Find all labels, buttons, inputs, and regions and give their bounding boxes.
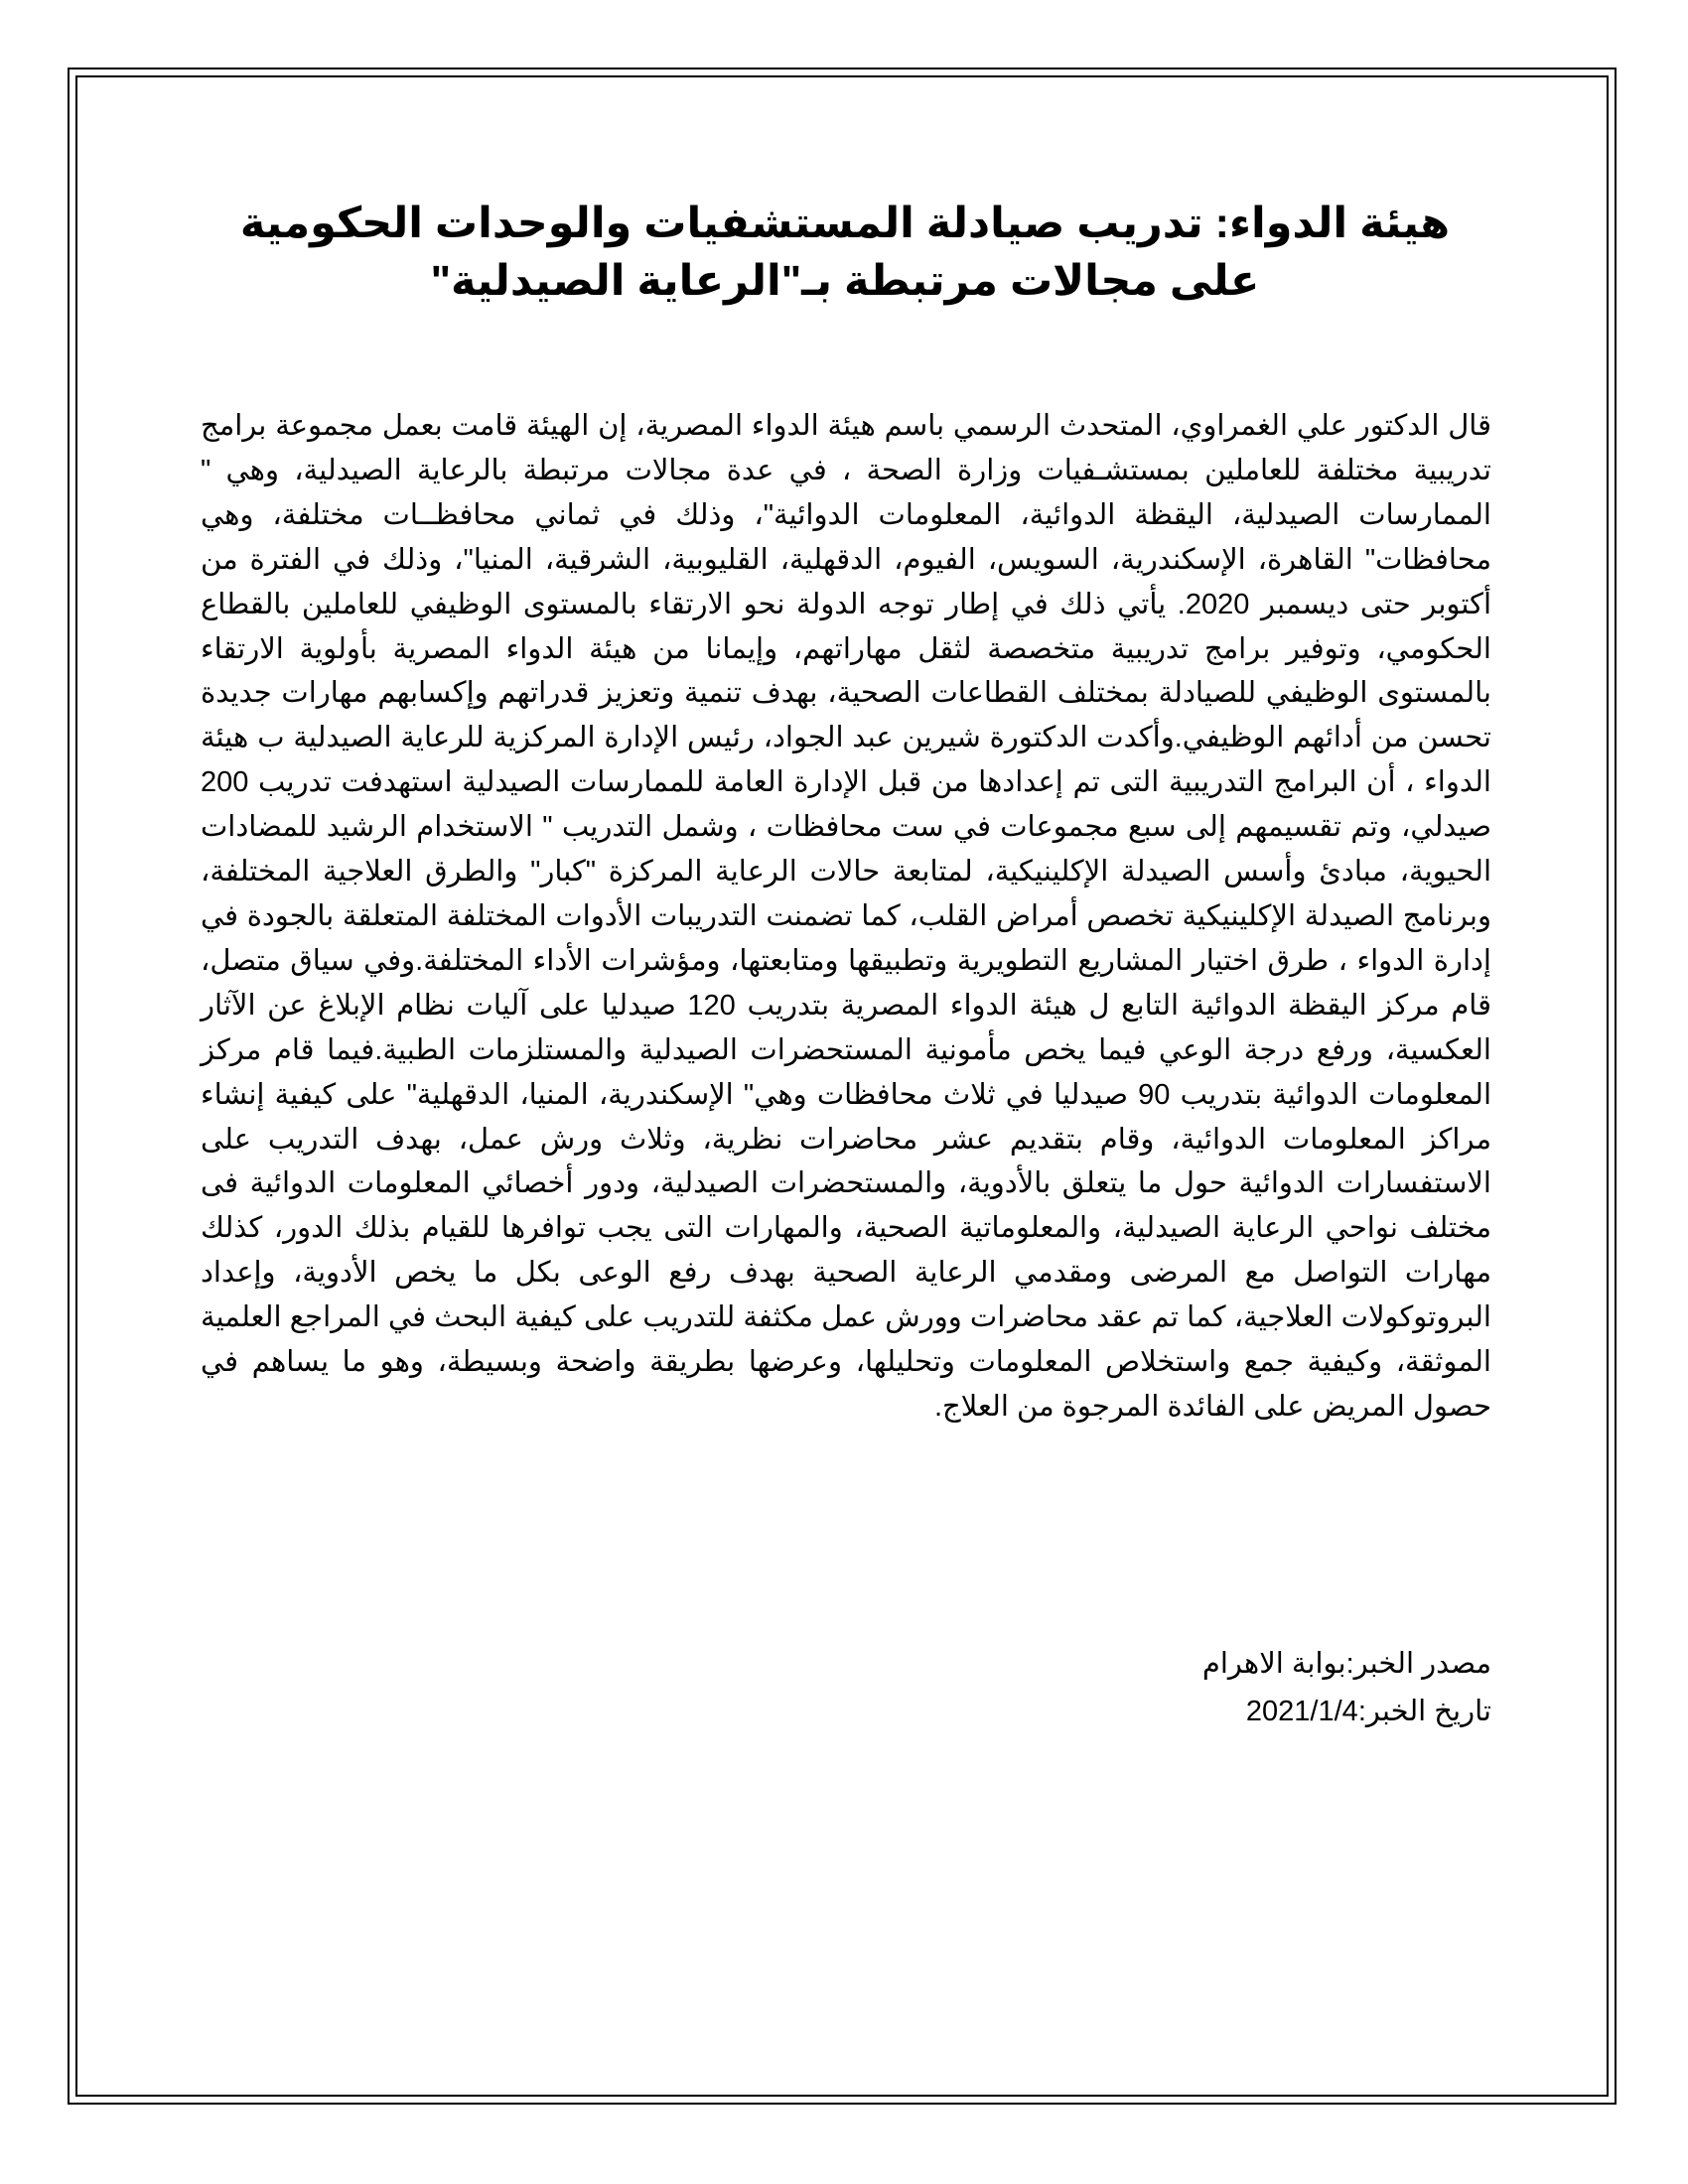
news-date-line bbox=[201, 1688, 1491, 1735]
news-date-value: 2021/1/4 bbox=[1245, 1696, 1358, 1727]
news-source-value: بوابة الاهرام bbox=[1201, 1648, 1346, 1680]
news-source-label: مصدر الخبر: bbox=[1345, 1648, 1491, 1680]
article-meta bbox=[201, 1640, 1491, 1735]
article-title: هيئة الدواء: تدريب صيادلة المستشفيات والوحدات الحكومية على مجالات مرتبطة بـ"الرعاية الصيدلية" bbox=[239, 200, 1451, 305]
news-source-line bbox=[201, 1640, 1491, 1688]
article-body: قال الدكتور علي الغمراوي، المتحدث الرسمي باسم هيئة الدواء المصرية، إن الهيئة قامت بعمل مجموعة برامج تدريبية مختلفة للعاملين بمستشـفيات وزارة الصحة ، في عدة مجالات مرتبطة بالرعاية الصيدلية، وهي " الممارسات الصيدلية، اليقظة الدوائية، المعلومات الدوائية"، وذلك في ثماني محافظــات مختلفة، وهي محافظات" القاهرة، الإسكندرية، السويس، الفيوم، الدقهلية، القليوبية، الشرقية، المنيا"، وذلك في الفترة من أكتوبر حتى ديسمبر 2020. يأتي ذلك في إطار توجه الدولة نحو الارتقاء بالمستوى الوظيفي للعاملين بالقطاع الحكومي، وتوفير برامج تدريبية متخصصة لثقل مهاراتهم، وإيمانا من هيئة الدواء المصرية بأولوية الارتقاء بالمستوى الوظيفي للصيادلة بمختلف القطاعات الصحية، بهدف تنمية وتعزيز قدراتهم وإكسابهم مهارات جديدة تحسن من أدائهم الوظيفي.وأكدت الدكتورة شيرين عبد الجواد، رئيس الإدارة المركزية للرعاية الصيدلية ب هيئة الدواء ، أن البرامج التدريبية التى تم إعدادها من قبل الإدارة العامة للممارسات الصيدلية استهدفت تدريب 200 صيدلي، وتم تقسيمهم إلى سبع مجموعات في ست محافظات ، وشمل التدريب " الاستخدام الرشيد للمضادات الحيوية، مبادئ وأسس الصيدلة الإكلينيكية، لمتابعة حالات الرعاية المركزة "كبار" والطرق العلاجية المختلفة، وبرنامج الصيدلة الإكلينيكية تخصص أمراض القلب، كما تضمنت التدريبات الأدوات المختلفة المتعلقة بالجودة في إدارة الدواء ، طرق اختيار المشاريع التطويرية وتطبيقها ومتابعتها، ومؤشرات الأداء المختلفة.وفي سياق متصل، قام مركز اليقظة الدوائية التابع ل هيئة الدواء المصرية بتدريب 120 صيدليا على آليات نظام الإبلاغ عن الآثار العكسية، ورفع درجة الوعي فيما يخص مأمونية المستحضرات الصيدلية والمستلزمات الطبية.فيما قام مركز المعلومات الدوائية بتدريب 90 صيدليا في ثلاث محافظات وهي" الإسكندرية، المنيا، الدقهلية" على كيفية إنشاء مراكز المعلومات الدوائية، وقام بتقديم عشر محاضرات نظرية، وثلاث ورش عمل، بهدف التدريب على الاستفسارات الدوائية حول ما يتعلق بالأدوية، والمستحضرات الصيدلية، ودور أخصائي المعلومات الدوائية فى مختلف نواحي الرعاية الصيدلية، والمعلوماتية الصحية، والمهارات التى يجب توافرها للقيام بذلك الدور، كذلك مهارات التواصل مع المرضى ومقدمي الرعاية الصحية بهدف رفع الوعى بكل ما يخص الأدوية، وإعداد البروتوكولات العلاجية، كما تم عقد محاضرات وورش عمل مكثفة للتدريب على كيفية البحث في المراجع العلمية الموثقة، وكيفية جمع واستخلاص المعلومات وتحليلها، وعرضها بطريقة واضحة وبسيطة، وهو ما يساهم في حصول المريض على الفائدة المرجوة من العلاج. bbox=[201, 410, 1492, 1423]
news-date-label: تاريخ الخبر: bbox=[1357, 1696, 1491, 1727]
